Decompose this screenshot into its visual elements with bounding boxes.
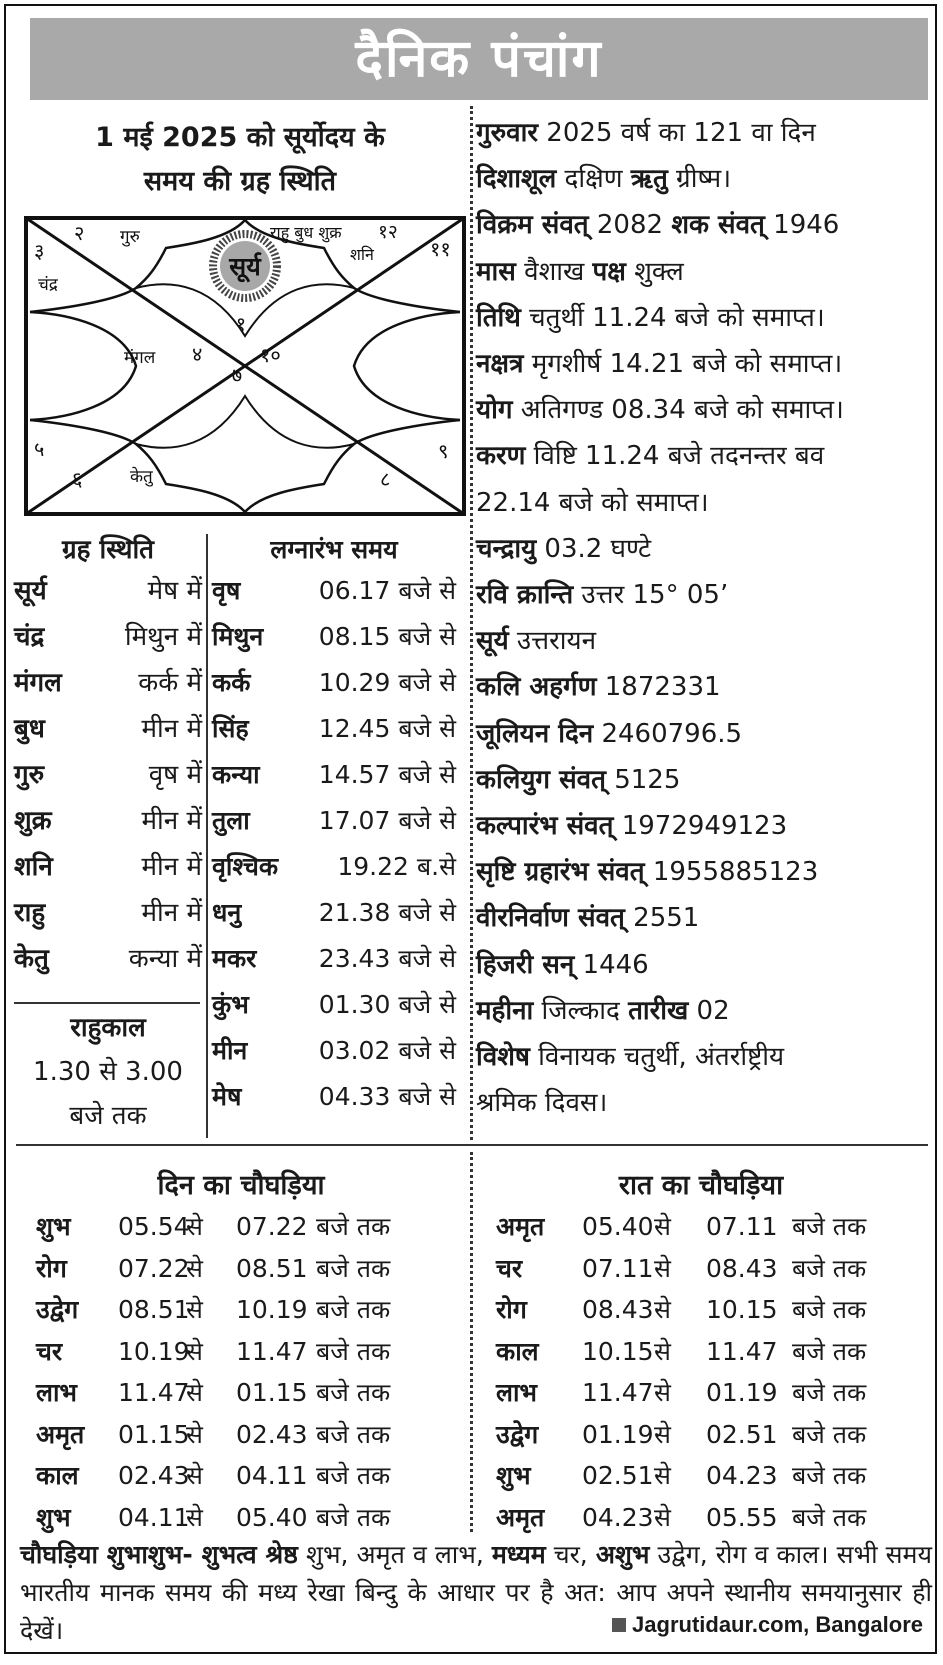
panchang-value: शुक्ल bbox=[625, 256, 684, 287]
panchang-label: नक्षत्र bbox=[476, 349, 524, 380]
footer-bold-1: चौघड़िया शुभाशुभ- शुभत्व श्रेष्ठ bbox=[20, 1540, 298, 1569]
choghadiya-se: से bbox=[186, 1336, 203, 1366]
panchang-row bbox=[476, 202, 934, 248]
graha-planet: चंद्र bbox=[14, 622, 45, 652]
choghadiya-name: चर bbox=[496, 1253, 523, 1283]
lagna-rashi: मेष bbox=[212, 1082, 242, 1111]
panchang-value: 2082 bbox=[588, 210, 672, 241]
raat-choghadiya-row bbox=[496, 1206, 906, 1248]
lagna-rashi: सिंह bbox=[212, 714, 249, 743]
choghadiya-tail: बजे तक bbox=[792, 1212, 867, 1241]
panchang-label: सृष्टि ग्रहारंभ संवत् bbox=[476, 857, 645, 888]
lagna-time: 08.15 बजे से bbox=[318, 622, 456, 651]
lagna-time: 12.45 बजे से bbox=[318, 714, 456, 743]
chart-heading-line1: 1 मई 2025 को सूर्योदय के bbox=[95, 122, 385, 153]
graha-rashi: मीन में bbox=[141, 898, 202, 928]
lagna-row bbox=[212, 844, 456, 890]
lagna-time: 23.43 बजे से bbox=[318, 944, 456, 973]
raat-choghadiya-row bbox=[496, 1497, 906, 1539]
graha-planet: राहु bbox=[14, 898, 46, 928]
lagna-row bbox=[212, 798, 456, 844]
panchang-row bbox=[476, 895, 934, 941]
lagna-row bbox=[212, 568, 456, 614]
footer-text-1: शुभ, अमृत व लाभ, bbox=[297, 1540, 492, 1569]
kundli-curve-bottom-right bbox=[245, 420, 460, 512]
choghadiya-tail: बजे तक bbox=[792, 1502, 867, 1532]
panchang-value: उत्तरायन bbox=[508, 626, 597, 657]
column-divider bbox=[470, 106, 473, 1140]
choghadiya-divider bbox=[470, 1152, 473, 1532]
rahukaal-tail: बजे तक bbox=[69, 1101, 147, 1131]
panchang-value: मृगशीर्ष 14.21 बजे को समाप्त। bbox=[523, 349, 843, 380]
panchang-row bbox=[476, 803, 934, 849]
lagna-rashi: वृश्चिक bbox=[212, 852, 279, 881]
choghadiya-name: शुभ bbox=[36, 1212, 71, 1241]
panchang-value: विष्टि 11.24 बजे तदनन्तर बव bbox=[525, 441, 825, 472]
graha-row bbox=[14, 706, 202, 752]
kundli-curve-left bbox=[30, 312, 136, 420]
kundli-svg bbox=[24, 216, 466, 516]
house11-number: ११ bbox=[430, 237, 451, 261]
lagna-rashi: मीन bbox=[212, 1036, 248, 1065]
panchang-value: 1946 bbox=[764, 210, 840, 241]
lagna-time: 14.57 बजे से bbox=[318, 760, 456, 789]
lagna-rashi: कन्या bbox=[212, 760, 260, 789]
graha-planet: शुक्र bbox=[14, 806, 52, 836]
lagna-rashi: धनु bbox=[212, 898, 242, 927]
lagna-time: 04.33 बजे से bbox=[318, 1082, 456, 1111]
choghadiya-tail: बजे तक bbox=[316, 1461, 391, 1490]
lagna-row bbox=[212, 660, 456, 706]
lagna-rashi: वृष bbox=[212, 576, 241, 605]
choghadiya-to: 10.19 bbox=[236, 1295, 308, 1324]
lagnarambh-heading: लग्नारंभ समय bbox=[270, 535, 398, 564]
graha-planet: शनि bbox=[14, 852, 53, 882]
panchang-label: सूर्य bbox=[476, 626, 509, 657]
panchang-label: तारीख bbox=[628, 995, 689, 1026]
raat-choghadiya-row bbox=[496, 1248, 906, 1290]
panchang-row bbox=[476, 849, 934, 895]
raat-choghadiya-row bbox=[496, 1455, 906, 1497]
din-choghadiya-row bbox=[36, 1206, 446, 1248]
choghadiya-name: शुभ bbox=[36, 1502, 71, 1532]
din-choghadiya-row bbox=[36, 1248, 446, 1290]
choghadiya-se: से bbox=[654, 1502, 671, 1532]
choghadiya-se: से bbox=[654, 1378, 671, 1407]
rahukaal-rule bbox=[14, 1002, 200, 1004]
lagna-time: 01.30 बजे से bbox=[318, 990, 456, 1019]
choghadiya-to: 02.43 bbox=[236, 1419, 308, 1449]
choghadiya-from: 05.40 bbox=[582, 1212, 654, 1241]
panchang-value: 1955885123 bbox=[644, 857, 819, 888]
lagna-time: 21.38 बजे से bbox=[318, 898, 456, 927]
chart-heading-line2: समय की ग्रह स्थिति bbox=[143, 166, 337, 197]
choghadiya-tail: बजे तक bbox=[792, 1419, 867, 1449]
panchang-row bbox=[476, 1034, 934, 1080]
rahukaal-time: 1.30 से 3.00 bbox=[33, 1057, 183, 1087]
panchang-row bbox=[476, 249, 934, 295]
choghadiya-to: 07.11 bbox=[706, 1212, 778, 1241]
panchang-row bbox=[476, 711, 934, 757]
panchang-label: मास bbox=[476, 256, 516, 287]
square-icon bbox=[612, 1618, 626, 1632]
choghadiya-se: से bbox=[186, 1295, 203, 1324]
graha-row bbox=[14, 798, 202, 844]
panchang-label: करण bbox=[476, 441, 526, 472]
rahukaal-heading: राहुकाल bbox=[70, 1013, 146, 1043]
choghadiya-from: 08.43 bbox=[582, 1295, 654, 1324]
panchang-label: विशेष bbox=[476, 1042, 530, 1073]
choghadiya-se: से bbox=[654, 1461, 671, 1490]
panchang-row bbox=[476, 156, 934, 202]
house4-planet: मंगल bbox=[124, 348, 156, 368]
footer-bold-2: मध्यम bbox=[491, 1540, 546, 1569]
house4-number: ४ bbox=[192, 342, 203, 366]
din-choghadiya-row bbox=[36, 1414, 446, 1456]
choghadiya-tail: बजे तक bbox=[792, 1336, 867, 1366]
choghadiya-to: 10.15 bbox=[706, 1295, 778, 1324]
choghadiya-to: 05.40 bbox=[236, 1502, 308, 1532]
lagna-rashi: मिथुन bbox=[212, 622, 264, 651]
choghadiya-se: से bbox=[186, 1419, 203, 1449]
choghadiya-tail: बजे तक bbox=[792, 1253, 867, 1283]
panchang-row bbox=[476, 480, 934, 526]
panchang-label: गुरुवार bbox=[476, 118, 539, 148]
section-rule bbox=[16, 1144, 928, 1146]
panchang-row bbox=[476, 664, 934, 710]
panchang-label: महीना bbox=[476, 995, 534, 1026]
choghadiya-to: 01.19 bbox=[706, 1378, 778, 1407]
din-choghadiya-row bbox=[36, 1331, 446, 1373]
choghadiya-from: 08.51 bbox=[118, 1295, 190, 1324]
choghadiya-to: 04.23 bbox=[706, 1461, 778, 1490]
panchang-label: पक्ष bbox=[592, 256, 626, 287]
panchang-label: वीरनिर्वाण संवत् bbox=[476, 903, 625, 934]
choghadiya-to: 08.51 bbox=[236, 1253, 308, 1283]
lagna-time: 10.29 बजे से bbox=[318, 668, 456, 697]
choghadiya-to: 11.47 bbox=[236, 1336, 308, 1366]
panchang-row bbox=[476, 526, 934, 572]
choghadiya-to: 11.47 bbox=[706, 1336, 778, 1366]
graha-sthiti-table bbox=[14, 532, 202, 982]
panchang-value: 22.14 बजे को समाप्त। bbox=[476, 487, 709, 518]
choghadiya-name: उद्वेग bbox=[36, 1295, 79, 1324]
choghadiya-name: अमृत bbox=[496, 1502, 545, 1532]
graha-rashi: कन्या में bbox=[128, 944, 202, 974]
choghadiya-se: से bbox=[654, 1212, 671, 1241]
graha-rashi: मीन में bbox=[141, 714, 202, 744]
lagna-row bbox=[212, 936, 456, 982]
panchang-row bbox=[476, 1080, 934, 1126]
graha-row bbox=[14, 752, 202, 798]
graha-planet: बुध bbox=[14, 714, 45, 744]
choghadiya-name: अमृत bbox=[36, 1419, 85, 1449]
footer-text-3: उद्वेग, रोग व काल। सभी समय भारतीय मानक समय की मध्य रेखा बिन्दु के आधार पर है अत: आप अपने स्थानीय समयानुसार ही देखें। bbox=[20, 1540, 932, 1645]
lagna-rashi: कुंभ bbox=[212, 990, 249, 1019]
graha-rashi: कर्क में bbox=[138, 668, 202, 698]
lagna-row bbox=[212, 982, 456, 1028]
graha-rashi: मेष में bbox=[147, 576, 202, 606]
panchang-label: तिथि bbox=[476, 302, 521, 333]
panchang-value: वैशाख bbox=[515, 256, 593, 287]
graha-planet: मंगल bbox=[14, 668, 62, 698]
choghadiya-tail: बजे तक bbox=[316, 1295, 391, 1324]
graha-row bbox=[14, 614, 202, 660]
house1-planet: सूर्य bbox=[229, 252, 261, 281]
panchang-row bbox=[476, 341, 934, 387]
kundli-curve-inner-bottom bbox=[136, 396, 354, 448]
house9-number: ९ bbox=[438, 439, 449, 463]
graha-row bbox=[14, 660, 202, 706]
graha-lagna-divider bbox=[206, 534, 208, 1138]
panchang-label: रवि क्रान्ति bbox=[476, 580, 574, 611]
raat-choghadiya-row bbox=[496, 1414, 906, 1456]
graha-sthiti-heading: ग्रह स्थिति bbox=[61, 535, 155, 565]
panchang-value: अतिगण्ड 08.34 बजे को समाप्त। bbox=[512, 395, 844, 426]
panchang-label: दिशाशूल bbox=[476, 164, 557, 195]
panchang-label: विक्रम संवत् bbox=[476, 210, 589, 241]
lagna-time: 06.17 बजे से bbox=[318, 576, 456, 605]
panchang-row bbox=[476, 387, 934, 433]
choghadiya-se: से bbox=[654, 1295, 671, 1324]
choghadiya-se: से bbox=[186, 1461, 203, 1490]
graha-planet: सूर्य bbox=[14, 576, 47, 606]
rahukaal-box bbox=[14, 1006, 202, 1138]
choghadiya-name: लाभ bbox=[496, 1378, 538, 1407]
graha-rashi: मीन में bbox=[141, 806, 202, 836]
credit-text: Jagrutidaur.com, Bangalore bbox=[632, 1612, 923, 1637]
raat-choghadiya-row bbox=[496, 1289, 906, 1331]
page-title: दैनिक पंचांग bbox=[30, 18, 928, 100]
choghadiya-tail: बजे तक bbox=[316, 1212, 391, 1241]
graha-row bbox=[14, 936, 202, 982]
panchang-value: चतुर्थी 11.24 बजे को समाप्त। bbox=[520, 302, 825, 333]
panchang-value: 5125 bbox=[605, 764, 681, 795]
graha-row bbox=[14, 890, 202, 936]
choghadiya-name: चर bbox=[36, 1336, 63, 1366]
din-choghadiya-heading: दिन का चौघड़िया bbox=[157, 1170, 325, 1201]
house12-number: १२ bbox=[378, 221, 398, 243]
choghadiya-name: शुभ bbox=[496, 1461, 531, 1490]
choghadiya-se: से bbox=[186, 1502, 203, 1532]
din-choghadiya-row bbox=[36, 1289, 446, 1331]
panchang-value: जिल्काद bbox=[533, 995, 629, 1026]
choghadiya-tail: बजे तक bbox=[792, 1461, 867, 1490]
graha-rashi: वृष में bbox=[148, 760, 202, 790]
house2-planet: गुरु bbox=[120, 227, 140, 247]
lagna-time: 03.02 बजे से bbox=[318, 1036, 456, 1065]
panchang-label: हिजरी सन् bbox=[476, 949, 575, 980]
panchang-value: 1972949123 bbox=[613, 811, 788, 842]
kundli-chart bbox=[24, 216, 466, 516]
house3-number: ३ bbox=[34, 239, 45, 263]
choghadiya-from: 05.54 bbox=[118, 1212, 190, 1241]
chart-heading bbox=[14, 110, 466, 204]
panchang-label: ऋतु bbox=[630, 164, 668, 195]
lagnarambh-table bbox=[212, 532, 456, 1120]
house2-number: २ bbox=[74, 221, 85, 245]
din-choghadiya bbox=[36, 1166, 446, 1538]
choghadiya-from: 11.47 bbox=[118, 1378, 190, 1407]
graha-row bbox=[14, 844, 202, 890]
panchang-row bbox=[476, 942, 934, 988]
panchang-row bbox=[476, 618, 934, 664]
panchang-value: उत्तर 15° 05’ bbox=[573, 580, 729, 611]
choghadiya-to: 04.11 bbox=[236, 1461, 308, 1490]
panchang-label: चन्द्रायु bbox=[476, 533, 537, 564]
choghadiya-to: 02.51 bbox=[706, 1419, 778, 1449]
panchang-row bbox=[476, 295, 934, 341]
choghadiya-from: 02.51 bbox=[582, 1461, 654, 1490]
choghadiya-from: 04.11 bbox=[118, 1502, 190, 1532]
choghadiya-se: से bbox=[186, 1378, 203, 1407]
choghadiya-name: काल bbox=[36, 1461, 79, 1490]
choghadiya-tail: बजे तक bbox=[792, 1295, 867, 1324]
panchang-value: ग्रीष्म। bbox=[667, 164, 732, 195]
kundli-curve-bottom-left bbox=[30, 420, 245, 512]
house8-number: ८ bbox=[380, 467, 391, 491]
lagna-row bbox=[212, 706, 456, 752]
choghadiya-se: से bbox=[654, 1336, 671, 1366]
choghadiya-from: 10.19 bbox=[118, 1336, 190, 1366]
house12-planets: राहु बुध शुक्र bbox=[270, 223, 342, 242]
panchang-value: 1446 bbox=[574, 949, 649, 980]
choghadiya-from: 11.47 bbox=[582, 1378, 654, 1407]
choghadiya-from: 07.11 bbox=[582, 1253, 654, 1283]
house6-planet: केतु bbox=[130, 467, 153, 487]
choghadiya-name: लाभ bbox=[36, 1378, 78, 1407]
credit bbox=[606, 1612, 923, 1638]
lagna-rashi: मकर bbox=[212, 944, 257, 973]
choghadiya-name: अमृत bbox=[496, 1212, 545, 1241]
house7-number: ७ bbox=[231, 363, 243, 387]
graha-row bbox=[14, 568, 202, 614]
panchang-row bbox=[476, 110, 934, 156]
lagna-row bbox=[212, 752, 456, 798]
panchang-value: 2025 वर्ष का 121 वा दिन bbox=[538, 118, 816, 148]
panchang-value: श्रमिक दिवस। bbox=[476, 1088, 608, 1119]
panchang-page bbox=[4, 4, 937, 1654]
house6-number: ६ bbox=[72, 467, 83, 491]
lagna-rashi: कर्क bbox=[212, 668, 251, 697]
choghadiya-tail: बजे तक bbox=[316, 1502, 391, 1532]
choghadiya-to: 05.55 bbox=[706, 1502, 778, 1532]
graha-planet: गुरु bbox=[14, 760, 45, 790]
choghadiya-tail: बजे तक bbox=[792, 1378, 867, 1407]
panchang-value: 2551 bbox=[624, 903, 700, 934]
din-choghadiya-row bbox=[36, 1455, 446, 1497]
choghadiya-to: 07.22 bbox=[236, 1212, 308, 1241]
panchang-label: कल्पारंभ संवत् bbox=[476, 811, 614, 842]
house10-number: १० bbox=[260, 343, 281, 367]
kundli-curve-right bbox=[354, 312, 460, 420]
choghadiya-from: 02.43 bbox=[118, 1461, 190, 1490]
footer-text-2: चर, bbox=[545, 1540, 596, 1569]
panchang-label: शक संवत् bbox=[671, 210, 765, 241]
choghadiya-from: 10.15 bbox=[582, 1336, 654, 1366]
lagna-row bbox=[212, 614, 456, 660]
choghadiya-tail: बजे तक bbox=[316, 1253, 391, 1283]
choghadiya-name: रोग bbox=[496, 1295, 527, 1324]
choghadiya-se: से bbox=[186, 1253, 203, 1283]
choghadiya-se: से bbox=[654, 1419, 671, 1449]
panchang-value: 03.2 घण्टे bbox=[536, 533, 652, 564]
lagna-time: 17.07 बजे से bbox=[318, 806, 456, 835]
choghadiya-se: से bbox=[654, 1253, 671, 1283]
lagna-row bbox=[212, 890, 456, 936]
din-choghadiya-row bbox=[36, 1497, 446, 1539]
choghadiya-name: रोग bbox=[36, 1253, 67, 1283]
choghadiya-name: उद्वेग bbox=[496, 1419, 539, 1449]
panchang-value: दक्षिण bbox=[556, 164, 631, 195]
choghadiya-from: 07.22 bbox=[118, 1253, 190, 1283]
panchang-row bbox=[476, 988, 934, 1034]
choghadiya-tail: बजे तक bbox=[316, 1378, 391, 1407]
panchang-row bbox=[476, 433, 934, 479]
choghadiya-from: 01.19 bbox=[582, 1419, 654, 1449]
choghadiya-to: 08.43 bbox=[706, 1253, 778, 1283]
panchang-label: जूलियन दिन bbox=[476, 718, 594, 749]
panchang-value: विनायक चतुर्थी, अंतर्राष्ट्रीय bbox=[529, 1042, 785, 1073]
panchang-value: 02 bbox=[688, 995, 730, 1026]
choghadiya-from: 01.15 bbox=[118, 1419, 190, 1449]
lagna-row bbox=[212, 1028, 456, 1074]
choghadiya-tail: बजे तक bbox=[316, 1419, 391, 1449]
panchang-row bbox=[476, 757, 934, 803]
choghadiya-name: काल bbox=[496, 1336, 539, 1366]
choghadiya-tail: बजे तक bbox=[316, 1336, 391, 1366]
panchang-value: 1872331 bbox=[596, 672, 721, 703]
raat-choghadiya-heading: रात का चौघड़िया bbox=[618, 1170, 784, 1201]
choghadiya-se: से bbox=[186, 1212, 203, 1241]
panchang-label: कलियुग संवत् bbox=[476, 764, 606, 795]
panchang-label: योग bbox=[476, 395, 513, 426]
footer-bold-3: अशुभ bbox=[595, 1540, 650, 1569]
house1-number: १ bbox=[235, 312, 247, 336]
lagna-rashi: तुला bbox=[212, 806, 250, 835]
din-choghadiya-row bbox=[36, 1372, 446, 1414]
house3-planet: चंद्र bbox=[38, 275, 58, 295]
panchang-label: कलि अहर्गण bbox=[476, 672, 597, 703]
raat-choghadiya-row bbox=[496, 1331, 906, 1373]
house5-number: ५ bbox=[34, 437, 45, 461]
graha-planet: केतु bbox=[14, 944, 49, 974]
graha-rashi: मीन में bbox=[141, 852, 202, 882]
panchang-value: 2460796.5 bbox=[593, 718, 743, 749]
choghadiya-to: 01.15 bbox=[236, 1378, 308, 1407]
house12-planet-shani: शनि bbox=[350, 245, 374, 264]
raat-choghadiya-row bbox=[496, 1372, 906, 1414]
panchang-row bbox=[476, 572, 934, 618]
graha-rashi: मिथुन में bbox=[124, 622, 202, 652]
raat-choghadiya bbox=[496, 1166, 906, 1538]
lagna-row bbox=[212, 1074, 456, 1120]
lagna-time: 19.22 ब.से bbox=[337, 852, 456, 881]
choghadiya-from: 04.23 bbox=[582, 1502, 654, 1532]
panchang-details bbox=[476, 110, 934, 1126]
